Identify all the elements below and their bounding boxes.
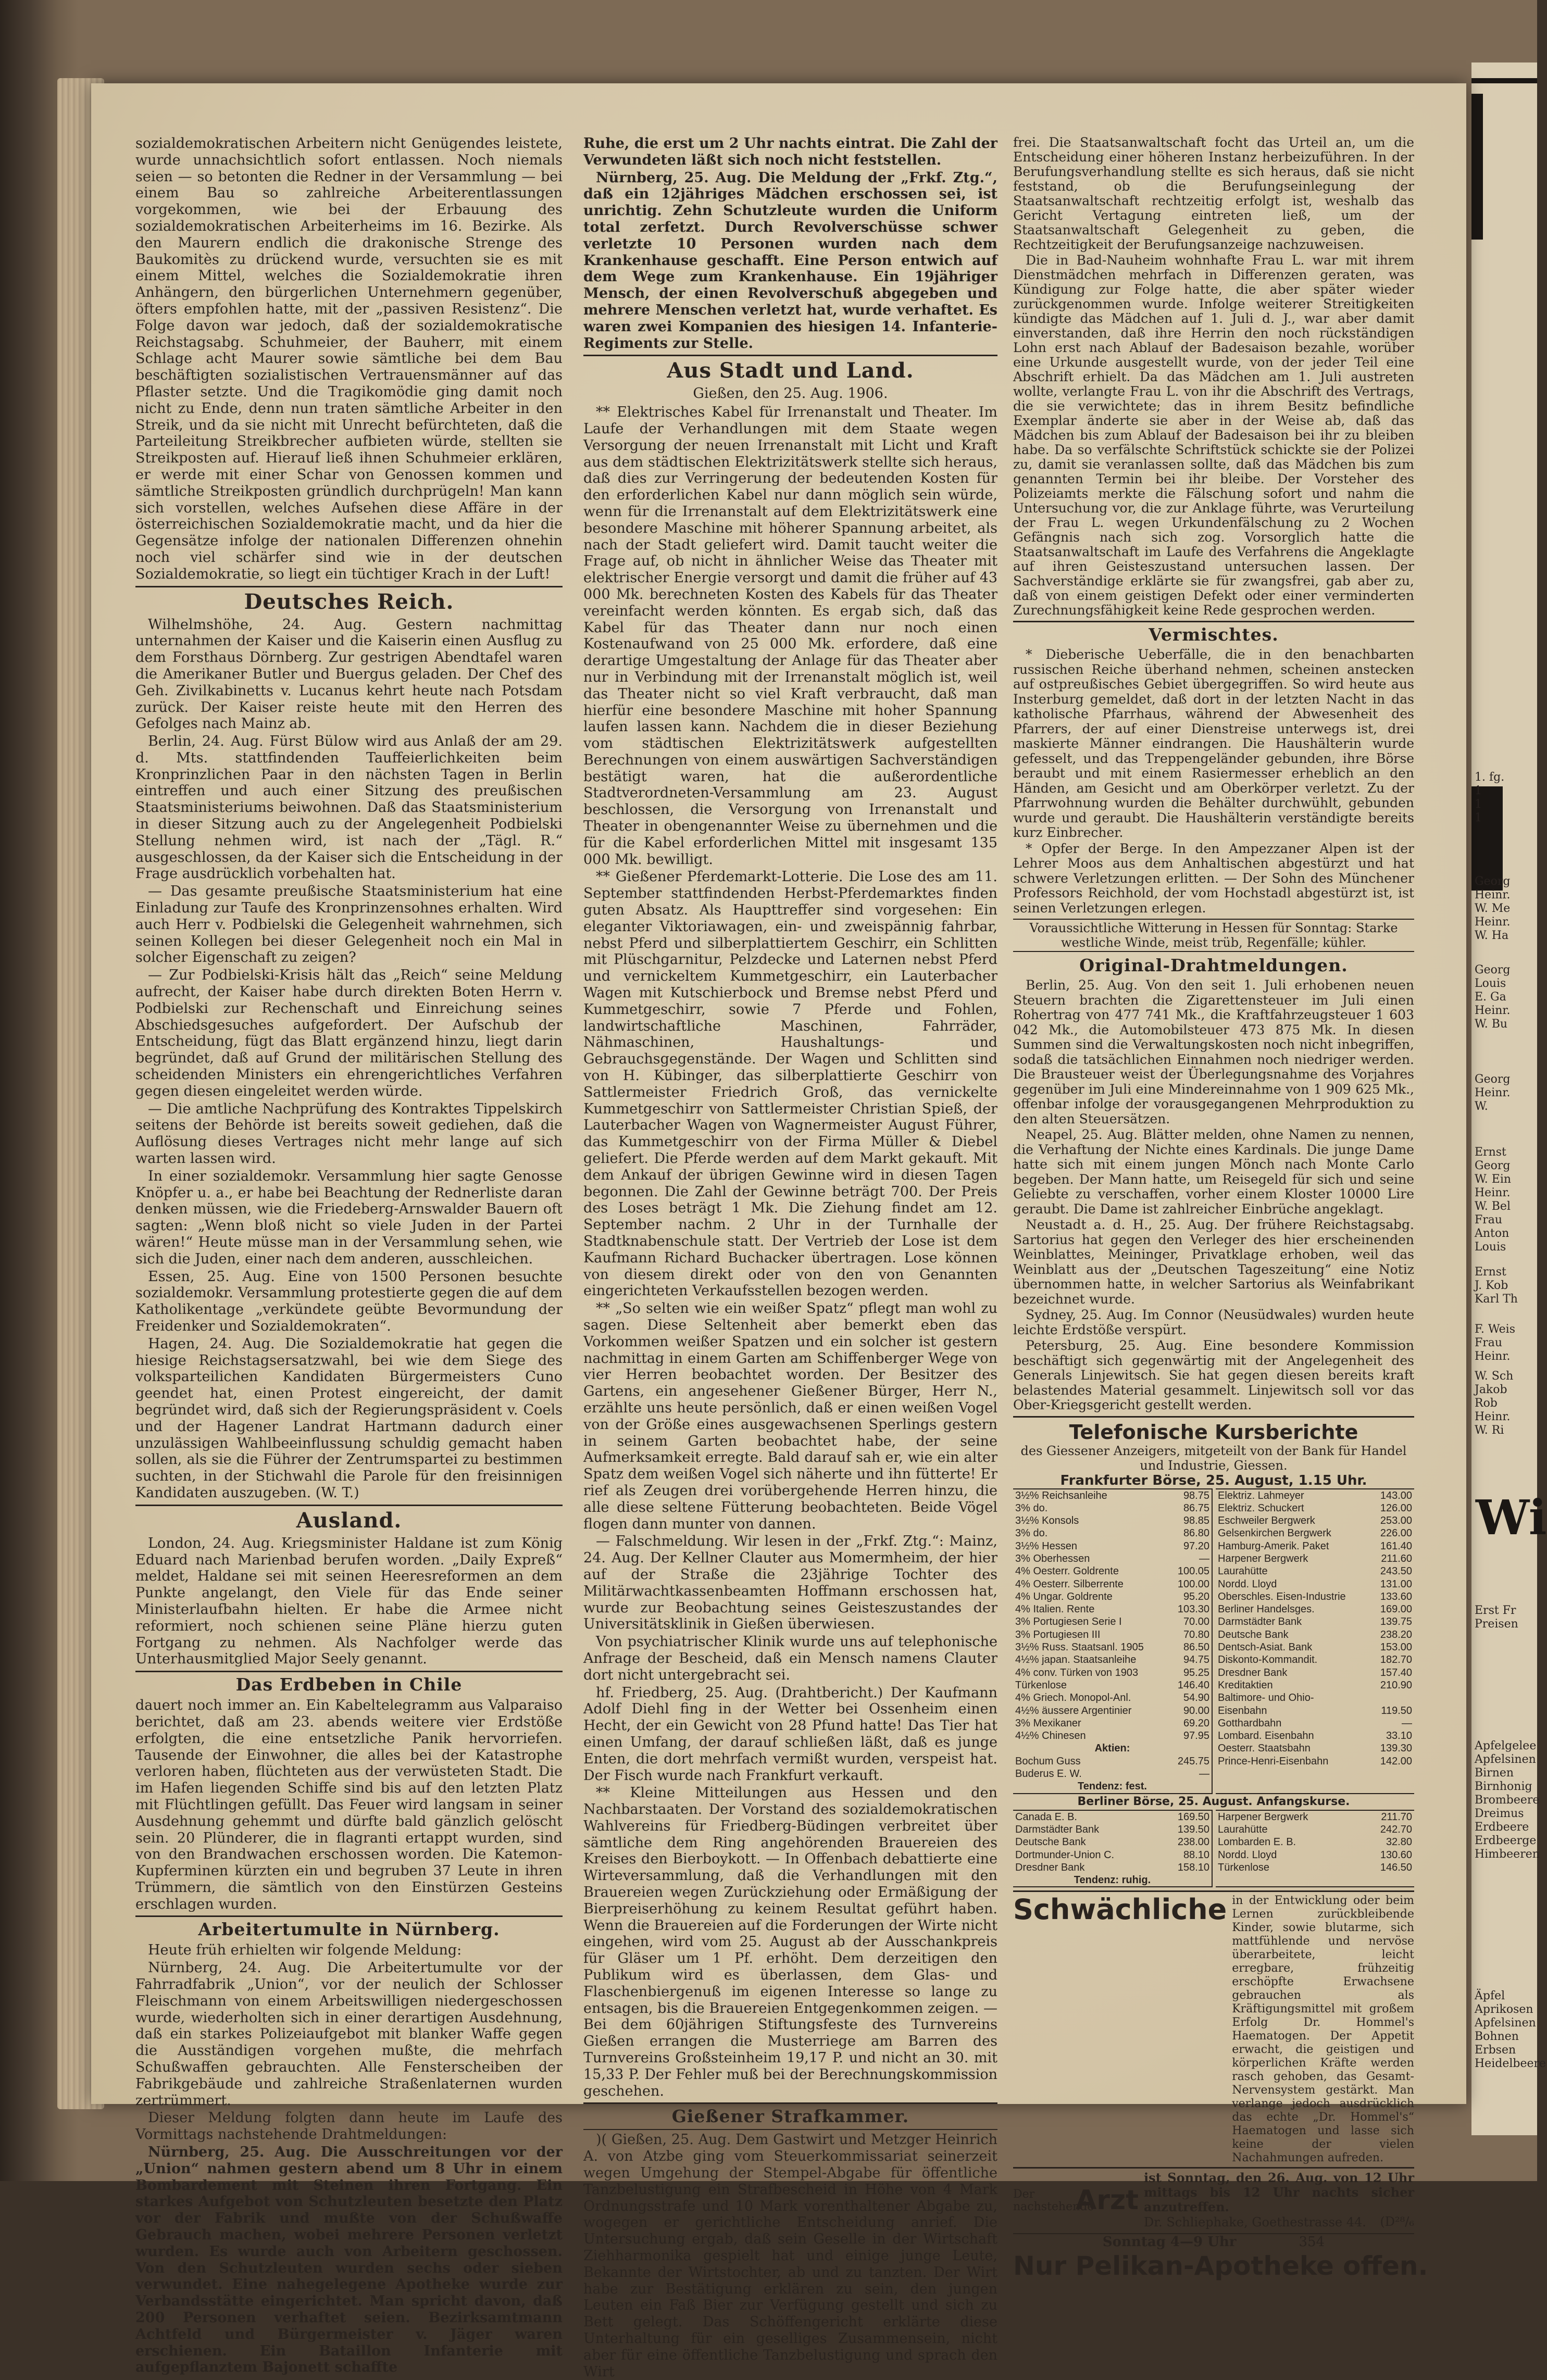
stock-row xyxy=(1013,1654,1212,1666)
stock-row xyxy=(1013,1717,1212,1730)
stock-name: Canada E. B. xyxy=(1015,1811,1077,1823)
section-rule xyxy=(583,2129,997,2130)
article-paragraph: Hagen, 24. Aug. Die Sozialdemokratie hat gegen die hiesige Reichstagsersatzwahl, bei wie dem Siege des volksparteilichen Kandidaten Bürgermeisters Cuno geendet hat, einen Protest eingereicht, der damit begründet wird, daß sich der Regierungspräsident v. Coels und der Hagener Landrat Hartmann dadurch einer unzulässigen Wahlbeeinflussung schuldig gemacht haben sollen, als sie die Führer der Zentrumspartei zu bestimmen suchten, in der Stichwahl die Parole für den freisinnigen Kandidaten auszugeben. (W. T.) xyxy=(135,1335,563,1501)
stock-name: 4% Italien. Rente xyxy=(1015,1604,1095,1615)
stock-price: 86.80 xyxy=(1183,1527,1209,1539)
stock-name: Darmstädter Bank xyxy=(1015,1823,1100,1835)
stock-row xyxy=(1013,1502,1212,1514)
article-paragraph: dauert noch immer an. Ein Kabeltelegramm aus Valparaiso berichtet, daß am 23. abends weitere vier Erdstöße erfolgten, die eine entsetzliche Panik hervorriefen. Tausende der Einwohner, die alles bei der Katastrophe verloren haben, flüchteten aus der verwüsteten Stadt. Die im Hafen liegenden Schiffe sind bis auf den letzten Platz mit Flüchtlingen gefüllt. Das Feuer wird langsam in seiner Ausdehnung gehemmt und dürfte bald gänzlich gelöscht sein. 20 Plünderer, die in flagranti ertappt wurden, sind von den Brandwachen erschossen worden. Die Katemon-Kupferminen kürzten ein und begruben 37 Leute in ihren Trümmern, die sämtlich von den Einstürzen Gesteins erschlagen wurden. xyxy=(135,1697,563,1912)
stock-price: 98.75 xyxy=(1183,1489,1209,1501)
stock-name: 3½% Russ. Staatsanl. 1905 xyxy=(1015,1642,1144,1654)
stock-price: 182.70 xyxy=(1380,1654,1412,1666)
stock-report-subtitle: des Giessener Anzeigers, mitgeteilt von der Bank für Handel und Industrie, Giessen. xyxy=(1020,1443,1407,1473)
stock-price: 70.80 xyxy=(1183,1629,1209,1640)
stock-name: Laurahütte xyxy=(1218,1823,1268,1835)
article-paragraph: Neapel, 25. Aug. Blätter melden, ohne Namen zu nennen, die Verhaftung der Nichte eines Kardinals. Die junge Dame hatte sich mit einem jungen Mönch nach Monte Carlo begeben. Der Mann hatte, um Reisegeld für sich und seine Geliebte zu verschaffen, vorher einem Kloster 10000 Lire geraubt. Die Dame ist zahlreicher Einbrüche angeklagt. xyxy=(1013,1127,1414,1217)
section-heading-stadt-und-land: Aus Stadt und Land. xyxy=(667,358,914,383)
stock-row xyxy=(1216,1755,1414,1768)
stock-name: Gotthardbahn xyxy=(1218,1717,1282,1729)
article-paragraph: Berlin, 24. Aug. Fürst Bülow wird aus Anlaß der am 29. d. Mts. stattfindenden Tauffeierlichkeiten beim Kronprinzlichen Paar in den nächsten Tagen in Berlin eintreffen und auch einer Sitzung des preußischen Staatsministeriums beiwohnen. Daß das Staatsministerium in dieser Sitzung auch zu der Angelegenheit Podbielski Stellung nehmen wird, ist nach der „Tägl. R.“ ausgeschlossen, da der Kaiser sich die Entscheidung in der Frage ausdrücklich vorbehalten hat. xyxy=(135,733,563,882)
stock-row xyxy=(1216,1717,1414,1730)
stock-row xyxy=(1013,1780,1212,1793)
stock-name: Nordd. Lloyd xyxy=(1218,1578,1277,1590)
stock-row xyxy=(1216,1654,1414,1666)
stock-row xyxy=(1216,1667,1414,1679)
article-paragraph: In einer sozialdemokr. Versammlung hier sagte Genosse Knöpfer u. a., er habe bei Beachtung der Rednerliste daran denken müssen, wie die Friedeberg-Arnswalder Bauern oft sagten: „Wenn bloß nicht so viele Juden in der Partei wären!“ Heute müsse man in der Versammlung sehen, wie sich die Juden, einer nach dem anderen, ausschleichen. xyxy=(135,1168,563,1267)
advertisement-headline: Schwächliche xyxy=(1013,1893,1227,1926)
stock-name: 4% Ungar. Goldrente xyxy=(1015,1590,1113,1602)
adjacent-page-text: F. Weis Frau Heinr. xyxy=(1475,1323,1515,1363)
stock-name: Diskonto-Kommandit. xyxy=(1218,1654,1318,1666)
article-paragraph: ** Gießener Pferdemarkt-Lotterie. Die Lose des am 11. September stattfindenden Herbst-Pferdemarktes finden guten Absatz. Als Haupttreffer sind vorgesehen: Ein eleganter Viktoriawagen, ein- und zweispännig fahrbar, nebst Pferd und silberplattiertem Geschirr, ein Schlitten mit Plüschgarnitur, Pelzdecke und Laternen nebst Pferd und vernickeltem Kummetgeschirr, ein Lauterbacher Wagen mit Kutschierbock und Bremse nebst Pferd und Kummetgeschirr, sowie 7 Pferde und Fohlen, landwirtschaftliche Maschinen, Fahrräder, Nähmaschinen, Haushaltungs- und Gebrauchsgegenstände. Der Wagen und Schlitten sind von H. Kübinger, das silberplattierte Geschirr von Sattlermeister Friedrich Groß, das vernickelte Kummetgeschirr von Sattlermeister Christian Spieß, der Lauterbacher Wagen von Wagnermeister August Führer, das Kummetgeschirr von der Firma Müller & Diebel geliefert. Die Pferde werden auf dem Markt gekauft. Mit dem Ankauf der übrigen Gewinne wird in diesen Tagen begonnen. Die Zahl der Gewinne beträgt 700. Der Preis des Loses beträgt 1 Mk. Die Ziehung findet am 12. September nachm. 2 Uhr in der Turnhalle der Stadtknabenschule statt. Der Vertrieb der Lose ist dem Kaufmann Richard Buchacker übertragen. Lose können von diesem direkt oder von den von Genannten eingerichteten Verkaufsstellen bezogen werden. xyxy=(583,869,997,1299)
stock-name: Buderus E. W. xyxy=(1015,1768,1082,1780)
advertisement-code: (D²⁸/₆ xyxy=(1380,2214,1414,2229)
stock-name: 4½% japan. Staatsanleihe xyxy=(1015,1654,1137,1666)
stock-name: Tendenz: fest. xyxy=(1078,1781,1147,1793)
stock-name: 4% Oesterr. Goldrente xyxy=(1015,1565,1119,1577)
stock-price: 86.50 xyxy=(1183,1642,1209,1654)
stock-price: 97.95 xyxy=(1183,1730,1209,1742)
stock-name: 3½% Konsols xyxy=(1015,1515,1079,1527)
stock-name: Elektriz. Schuckert xyxy=(1218,1502,1304,1514)
stock-name: 3% Portugiesen Serie I xyxy=(1015,1616,1122,1628)
article-paragraph: Heute früh erhielten wir folgende Meldung: xyxy=(148,1942,462,1959)
section-heading-vermischtes: Vermischtes. xyxy=(1149,624,1279,645)
section-rule xyxy=(583,355,997,356)
page-number: 354 xyxy=(1299,2234,1325,2250)
article-paragraph: Die in Bad-Nauheim wohnhafte Frau L. war mit ihrem Dienstmädchen mehrfach in Differenzen geraten, was Kündigung zur Folge hatte, die aber später wieder zurückgenommen wurde. Infolge weiterer Streitigkeiten kündigte das Mädchen auf 1. Juli d. J., war aber damit einverstanden, daß ihre Herrin den noch rückständigen Lohn erst nach Ablauf der Badesaison bezahle, worüber eine Urkunde ausgestellt wurde, von der jeder Teil eine Abschrift erhielt. Da das Mädchen am 1. Juli austreten wollte, verlangte Frau L. von ihr die Abschrift des Vertrags, die sie verwichtete; das in ihrem Besitz befindliche Exemplar änderte sie aber in der Weise ab, daß das Mädchen bis zum Ablauf der Badesaison bei ihr zu bleiben habe. Da so verfälschte Schriftstück schickte sie der Polizei zu, damit sie veranlassen sollte, daß das Mädchen bis zum genannten Termin bei ihr bleibe. Der Vorsteher des Polizeiamts merkte die Fälschung sofort und nahm die Untersuchung vor, die zur Anklage führte, was Verurteilung der Frau L. wegen Urkundenfälschung zu 2 Wochen Gefängnis nach sich zog. Vorsorglich hatte die Staatsanwaltschaft im Laufe des Verfahrens die Angeklagte auf ihren Geisteszustand untersuchen lassen. Der Sachverständige erklärte sie für zwangsfrei, gab aber zu, daß von einem geistigen Defekt oder einer verminderten Zurechnungsfähigkeit keine Rede gesprochen werden. xyxy=(1013,253,1414,618)
stock-name: Aktien: xyxy=(1094,1743,1130,1755)
stock-row xyxy=(1216,1836,1414,1848)
article-paragraph: Neustadt a. d. H., 25. Aug. Der frühere Reichstagsabg. Sartorius hat gegen den Verleger des hier erscheinenden Weinblattes, Meininger, Privatklage erhoben, weil das Weinblatt aus der „Deutschen Tageszeitung“ eine Notiz übernommen hatte, in welcher Sartorius als Weinfabrikant bezeichnet wurde. xyxy=(1013,1217,1414,1307)
article-paragraph: — Die amtliche Nachprüfung des Kontraktes Tippelskirch seitens der Behörde ist bereits soweit gediehen, daß die Auflösung dieses Vertrages nicht mehr lange auf sich warten lassen wird. xyxy=(135,1100,563,1167)
adjacent-page-text: Apfelgelee Apfelsinen Birnen Birnhonig Brombeere Dreimus Erdbeere Erdbeerge Himbeeren xyxy=(1475,1739,1540,1861)
stock-row xyxy=(1216,1629,1414,1641)
stock-row xyxy=(1216,1730,1414,1742)
section-heading-strafkammer: Gießener Strafkammer. xyxy=(671,2106,909,2127)
adjacent-page-text: Ernst Georg W. Ein Heinr. W. Bel Frau Anton Louis xyxy=(1475,1146,1512,1254)
article-paragraph: Berlin, 25. Aug. Von den seit 1. Juli erhobenen neuen Steuern brachten die Zigarettensteuer im Juli einen Rohertrag von 477 741 Mk., die Kraftfahrzeugsteuer 1 603 042 Mk., die Automobilsteuer 473 875 Mk. In diesen Summen sind die Verwaltungskosten noch nicht inbegriffen, sodaß die tatsächlichen Einnahmen noch niedriger werden. Die Brausteuer weist der Überlegungsnahme des Vorjahres gegenüber im Juli eine Mindereinnahme von 1 909 625 Mk., offenbar infolge der vorausgegangenen Mehrproduktion zu den alten Steuersätzen. xyxy=(1013,978,1414,1126)
stock-name: Harpener Bergwerk xyxy=(1218,1811,1308,1823)
stock-name: 4½% äussere Argentinier xyxy=(1015,1705,1132,1717)
stock-name: Oberschles. Eisen-Industrie xyxy=(1218,1590,1346,1602)
article-paragraph: * Dieberische Ueberfälle, die in den benachbarten russischen Reiche überhand nehmen, scheinen anstecken auf ostpreußisches Gebiet übergegriffen. So wird heute aus Insterburg gemeldet, daß dort in der letzten Nacht in das katholische Pfarrhaus, während der Abwesenheit des Pfarrers, der auf einer Dienstreise unterwegs ist, drei maskierte Männer eindrangen. Die Haushälterin wurde gefesselt, und das Treppengeländer gebunden, ihre Börse beraubt und mit einem Rasiermesser erheblich an den Händen, am Gesicht und am Oberkörper verletzt. Zu der Pfarrwohnung wurden die Behälter durchwühlt, gebunden wurde und geraubt. Die Haushälterin verständigte bereits kurz Einbrecher. xyxy=(1013,647,1414,840)
stock-price: 70.00 xyxy=(1183,1616,1209,1628)
weather-forecast: Voraussichtliche Witterung in Hessen für Sonntag: Starke westliche Winde, meist trüb, Regenfälle; kühler. xyxy=(1013,919,1414,952)
dateline: Gießen, den 25. Aug. 1906. xyxy=(693,385,888,402)
stock-name: Türkenlose xyxy=(1015,1679,1067,1691)
article-paragraph: London, 24. Aug. Kriegsminister Haldane ist zum König Eduard nach Marienbad berufen worden. „Daily Expreß“ meldet, Haldane sei mit seinen Heeresreformen an dem Punkte angelangt, den Viele für das Ende seiner Ministerlaufbahn hielten. Er habe die Armee nicht reformiert, noch schienen seine Pläne hierzu guten Fortgang zu nehmen. Als Nachfolger werde das Unterhausmitglied Major Seely genannt. xyxy=(135,1535,563,1668)
stock-name: Darmstädter Bank xyxy=(1218,1616,1302,1628)
stock-row xyxy=(1216,1692,1414,1704)
stock-name: Oesterr. Staatsbahn xyxy=(1218,1743,1311,1755)
stock-row xyxy=(1216,1565,1414,1577)
stock-price: 103.30 xyxy=(1177,1604,1209,1615)
section-rule xyxy=(583,2102,997,2104)
stock-name: Baltimore- und Ohio- xyxy=(1218,1692,1314,1704)
article-paragraph: — Falschmeldung. Wir lesen in der „Frkf. Ztg.“: Mainz, 24. Aug. Der Kellner Clauter aus Momermheim, der hier auf der Straße die 23jährige Tochter des Militärwachtkassenbeamten Hoffmann erschossen hat, wurde zur Beobachtung seines Geisteszustandes der Universitätsklinik in Gießen überwiesen. xyxy=(583,1533,997,1633)
stock-name: 3% Mexikaner xyxy=(1015,1717,1081,1729)
stock-price: 211.60 xyxy=(1381,1552,1412,1564)
stock-name: Lombarden E. B. xyxy=(1218,1836,1296,1848)
stock-price: 69.20 xyxy=(1183,1717,1209,1729)
stock-row xyxy=(1216,1514,1414,1527)
adjacent-page-text: Ernst J. Kob Karl Th xyxy=(1475,1266,1518,1306)
stock-name: Türkenlose xyxy=(1218,1861,1269,1873)
stock-name: Harpener Bergwerk xyxy=(1218,1552,1308,1564)
stock-name: Deutsche Bank xyxy=(1015,1836,1086,1848)
column-3 xyxy=(1013,135,1428,2281)
article-paragraph: — Zur Podbielski-Krisis hält das „Reich“ seine Meldung aufrecht, der Kaiser habe durch direkten Boten Herrn v. Podbielski zur Rechenschaft und Einreichung seines Abschiedsgesuches aufgefordert. Der Aufschub der Entscheidung, fügt das Blatt ergänzend hinzu, liegt darin begründet, daß auf Grund der militärischen Stellung des scheidenden Ministers ein ehrengerichtliches Verfahren gegen diesen eingeleitet werden würde. xyxy=(135,967,563,1099)
stock-price: 211.70 xyxy=(1381,1811,1412,1823)
stock-row xyxy=(1013,1730,1212,1742)
stock-row xyxy=(1216,1590,1414,1603)
stock-row xyxy=(1216,1552,1414,1565)
section-rule xyxy=(135,1671,563,1672)
advertisement-text: ist Sonntag, den 26. Aug. von 12 Uhr mittags bis 12 Uhr nachts sicher anzutreffen. xyxy=(1144,2170,1414,2215)
stock-price: 146.40 xyxy=(1177,1679,1209,1691)
adjacent-page-headline: Wi xyxy=(1476,1489,1547,1546)
section-heading-drahtmeldungen: Original-Drahtmeldungen. xyxy=(1079,955,1348,975)
stock-name: Gelsenkirchen Bergwerk xyxy=(1218,1527,1331,1539)
adjacent-page-text: Georg Louis E. Ga Heinr. W. Bu xyxy=(1475,963,1511,1031)
stock-price: 146.50 xyxy=(1380,1861,1412,1873)
stock-name: Tendenz: ruhig. xyxy=(1074,1874,1151,1886)
advertisement-headline: Nur Pelikan-Apotheke offen. xyxy=(1013,2251,1428,2281)
stock-price: 238.00 xyxy=(1177,1836,1209,1848)
article-paragraph: sozialdemokratischen Arbeitern nicht Genügendes leistete, wurde unnachsichtlich sofort entlassen. Noch niemals seien — so betonten die Redner in der Versammlung — bei einem Bau so zahlreiche Arbeiterentlassungen vorgekommen, wie bei der Erbauung des sozialdemokratischen Arbeiterheims im 16. Bezirke. Als den Maurern endlich die drakonische Strenge des Baukomitès zu drückend wurde, versuchten sie es mit einem Mittel, welches die Sozialdemokratie ihren Anhängern, den bürgerlichen Unternehmern gegenüber, öfters empfohlen hatte, mit der „passiven Resistenz“. Die Folge davon war jedoch, daß der sozialdemokratische Reichstagsabg. Schuhmeier, der Bauherr, mit einem Schlage acht Maurer sowie sämtliche bei dem Bau beschäftigten sozialistischen Vertrauensmänner auf das Pflaster setzte. Und die Tragikomödie ging damit noch nicht zu Ende, denn nun traten sämtliche Arbeiter in den Streik, und da sie nicht mit Unrecht befürchteten, daß die Parteileitung Streikbrecher aufbieten würde, stellten sie Streikposten auf. Hierauf ließ ihnen Schuhmeier erklären, er werde mit einer Schar von Genossen kommen und sämtliche Streikposten gründlich durchprügeln! Man kann sich vorstellen, welches Aufsehen diese Affäre in der österreichischen Sozialdemokratie macht, und da hier die Gegensätze infolge der nationalen Differenzen ohnehin noch viel schärfer sind wie in der deutschen Sozialdemokratie, so liegt ein tüchtiger Krach in der Luft! xyxy=(135,135,563,582)
stock-exchange-heading: Frankfurter Börse, 25. August, 1.15 Uhr. xyxy=(1060,1472,1367,1488)
stock-row xyxy=(1216,1641,1414,1654)
stock-row xyxy=(1013,1811,1212,1823)
stock-name: 3% Oberhessen xyxy=(1015,1552,1090,1564)
article-paragraph: frei. Die Staatsanwaltschaft focht das Urteil an, um die Entscheidung einer höheren Instanz herbeizuführen. In der Berufungsverhandlung stellte es sich heraus, daß sie nicht feststand, ob die Berufungseinlegung der Staatsanwaltschaft rechtzeitig erfolgt ist, weshalb das Gericht Vertagung eintreten ließ, um der Staatsanwaltschaft Gelegenheit zu geben, die Rechtzeitigkeit der Berufungsanzeige nachzuweisen. xyxy=(1013,135,1414,252)
stock-price: 243.50 xyxy=(1380,1565,1412,1577)
stock-name: Hamburg-Amerik. Paket xyxy=(1218,1540,1329,1552)
section-rule xyxy=(135,1915,563,1917)
stock-table-right xyxy=(1216,1488,1414,1794)
article-paragraph: Wilhelmshöhe, 24. Aug. Gestern nachmittag unternahmen der Kaiser und die Kaiserin einen Ausflug zu dem Forsthaus Dörnberg. Zur gestrigen Abendtafel waren die Amerikaner Butler und Buergus geladen. Der Chef des Geh. Zivilkabinetts v. Lucanus kehrt heute nach Potsdam zurück. Der Kaiser reiste heute mit den Herren des Gefolges nach Mainz ab. xyxy=(135,616,563,732)
stock-table-left xyxy=(1013,1488,1213,1794)
stock-row xyxy=(1013,1667,1212,1679)
stock-row xyxy=(1013,1514,1212,1527)
stock-name: Elektriz. Lahmeyer xyxy=(1218,1489,1304,1501)
adjacent-page-text: Erst Fr Preisen xyxy=(1475,1604,1518,1631)
stock-row xyxy=(1013,1552,1212,1565)
stock-price: 126.00 xyxy=(1380,1502,1412,1514)
stock-row xyxy=(1013,1861,1212,1874)
stock-row xyxy=(1013,1874,1212,1886)
advertisement-haematogen xyxy=(1013,1890,1414,2169)
stock-name: Dentsch-Asiat. Bank xyxy=(1218,1642,1313,1654)
stock-price: — xyxy=(1199,1552,1209,1564)
advertisement-pharmacy xyxy=(1013,2234,1428,2281)
stock-row xyxy=(1013,1836,1212,1848)
section-rule xyxy=(1013,621,1414,622)
stock-price: 242.70 xyxy=(1380,1823,1412,1835)
stock-name: Eisenbahn xyxy=(1218,1705,1267,1717)
stock-price: 90.00 xyxy=(1183,1705,1209,1717)
adjacent-page-text: Georg Heinr. W. xyxy=(1475,1073,1511,1113)
stock-row xyxy=(1216,1603,1414,1615)
stock-row xyxy=(1013,1489,1212,1502)
article-paragraph: Sydney, 25. Aug. Im Connor (Neusüdwales) wurden heute leichte Erdstöße verspürt. xyxy=(1013,1307,1414,1337)
stock-name: Deutsche Bank xyxy=(1218,1629,1289,1640)
article-paragraph: Nürnberg, 25. Aug. Die Meldung der „Frkf. Ztg.“, daß ein 12jähriges Mädchen erschossen sei, ist unrichtig. Zehn Schutzleute wurden die Uniform total zerfetzt. Durch Revolverschüsse schwer verletzte 10 Personen wurden nach dem Krankenhause geschafft. Eine Person entwich auf dem Wege zum Krankenhause. Ein 19jähriger Mensch, der einen Revolverschuß abgegeben und mehrere Menschen verletzt hat, wurde verhaftet. Es waren zwei Kompanien des hiesigen 14. Infanterie-Regiments zur Stelle. xyxy=(583,169,997,352)
stock-name: Prince-Henri-Eisenbahn xyxy=(1218,1755,1329,1767)
stock-row xyxy=(1216,1705,1414,1717)
adjacent-page-text: 1. fg. 1 1 1 xyxy=(1475,771,1505,824)
article-paragraph: ** „So selten wie ein weißer Spatz“ pflegt man wohl zu sagen. Diese Seltenheit aber bemerkt eben das Vorkommen weißer Spatzen und ein solcher ist gestern nachmittag in einem Garten am Schiffenberger Wege von vier Herren beobachtet worden. Der Besitzer des Gartens, ein angesehener Gießener Bürger, Herr N., erzählte uns heute persönlich, daß er einen weißen Vogel von der Größe eines ausgewachsenen Sperlings gestern in seinem Garten beobachtet habe, der seine Aufmerksamkeit erregte. Bald darauf sah er, wie ein alter Spatz dem weißen Vogel sich näherte und ihn fütterte! Er rief als Zeugen drei vorübergehende Herren hinzu, die alle diese seltene Fütterung beobachteten. Beide Vögel flogen dann munter von dannen. xyxy=(583,1300,997,1532)
stock-price: 169.00 xyxy=(1380,1604,1412,1615)
stock-row xyxy=(1216,1679,1414,1692)
article-paragraph: Nürnberg, 25. Aug. Die Ausschreitungen vor der „Union“ nahmen gestern abend um 8 Uhr in einem Bombardement mit Steinen ihren Fortgang. Ein starkes Aufgebot von Schutzleuten besetzte den Platz vor der Fabrik und mußte von der Schußwaffe Gebrauch machen, wobei mehrere Personen verletzt wurden. Es wurde auch von Arbeitern geschossen. Von den Schutzleuten wurden sechs oder sieben verwundet. Eine nahegelegene Apotheke wurde zur Verbandsstätte eingerichtet. Man spricht davon, daß 200 Personen verhaftet seien. Bezirksamtmann Achtfeld und Bürgermeister v. Jäger waren erschienen. Ein Bataillon Infanterie mit aufgepflanztem Bajonett schaffte xyxy=(135,2144,563,2376)
stock-report xyxy=(1013,1421,1414,1888)
stock-table-berlin xyxy=(1013,1810,1414,1888)
stock-name: Berliner Handelsges. xyxy=(1218,1604,1315,1615)
stock-name: 4% conv. Türken von 1903 xyxy=(1015,1667,1139,1678)
stock-name: Laurahütte xyxy=(1218,1565,1268,1577)
stock-row xyxy=(1013,1692,1212,1704)
stock-price: 210.90 xyxy=(1380,1679,1412,1691)
stock-row xyxy=(1013,1705,1212,1717)
article-paragraph: Ruhe, die erst um 2 Uhr nachts eintrat. Die Zahl der Verwundeten läßt sich noch nicht feststellen. xyxy=(583,135,997,168)
stock-row xyxy=(1013,1742,1212,1755)
stock-row xyxy=(1216,1578,1414,1590)
stock-name: 3½% Hessen xyxy=(1015,1540,1077,1552)
stock-price: 100.00 xyxy=(1177,1578,1209,1590)
stock-price: 32.80 xyxy=(1386,1836,1412,1848)
stock-row xyxy=(1216,1527,1414,1539)
stock-row xyxy=(1013,1679,1212,1692)
stock-name: 3% do. xyxy=(1015,1502,1048,1514)
stock-row xyxy=(1216,1742,1414,1755)
section-rule xyxy=(135,1505,563,1506)
stock-price: 157.40 xyxy=(1380,1667,1412,1678)
stock-price: 158.10 xyxy=(1177,1861,1209,1873)
stock-price: — xyxy=(1199,1768,1209,1780)
stock-name: Lombard. Eisenbahn xyxy=(1218,1730,1314,1742)
stock-price: 130.60 xyxy=(1380,1849,1412,1861)
section-heading-ausland: Ausland. xyxy=(296,1508,402,1533)
stock-name: Dresdner Bank xyxy=(1218,1667,1288,1678)
stock-price: 139.30 xyxy=(1380,1743,1412,1755)
stock-row xyxy=(1013,1629,1212,1641)
stock-name: 3% Portugiesen III xyxy=(1015,1629,1101,1640)
stock-name: 3½% Reichsanleihe xyxy=(1015,1489,1107,1501)
stock-price: 54.90 xyxy=(1183,1692,1209,1704)
stock-price: 119.50 xyxy=(1381,1705,1412,1717)
stock-name: 3% do. xyxy=(1015,1527,1048,1539)
stock-price: 253.00 xyxy=(1380,1515,1412,1527)
column-2 xyxy=(583,135,997,2380)
stock-price: 169.50 xyxy=(1177,1811,1209,1823)
adjacent-page-rule xyxy=(1471,94,1483,240)
advertisement-doctor-name: Dr. Schliephake, Goethestrasse 44. xyxy=(1144,2215,1366,2230)
stock-row xyxy=(1013,1603,1212,1615)
article-paragraph: ** Elektrisches Kabel für Irrenanstalt und Theater. Im Laufe der Verhandlungen mit dem Staate wegen Versorgung der neuen Irrenanstalt mit Licht und Kraft aus dem städtischen Elektrizitätswerk stellte sich heraus, daß dies zur Verringerung der bedeutenden Kosten für den erforderlichen Kabel nur dann möglich sein würde, wenn für die Irrenanstalt auf dem Elektrizitätswerk eine besondere Maschine mit höherer Spannung arbeitet, als nach der Stadt geliefert wird. Damit taucht weiter die Frage auf, ob nicht in ähnlicher Weise das Theater mit elektrischer Energie versorgt und damit die früher auf 43 000 Mk. berechneten Kosten des Kabels für das Theater vereinfacht werden könnten. Es ergab sich, daß das Kabel für das Theater dann nur noch einen Kostenaufwand von 25 000 Mk. erfordere, daß eine derartige Umgestaltung der Anlage für das Theater aber nur in Verbindung mit der Irrenanstalt möglich ist, weil das Theater nicht so viel Kraft verbraucht, daß man hierfür eine besondere Maschine mit hoher Spannung laufen lassen kann. Nachdem die in dieser Beziehung vom städtischen Elektrizitätswerk aufgestellten Berechnungen von einem auswärtigen Sachverständigen bestätigt waren, hat die außerordentliche Stadtverordneten-Versammlung am 23. August beschlossen, die Versorgung von Irrenanstalt und Theater in obengenannter Weise zu übernehmen und die für die Kabel erforderlichen Mittel mit insgesamt 135 000 Mk. bewilligt. xyxy=(583,404,997,868)
stock-price: 86.75 xyxy=(1183,1502,1209,1514)
stock-price: 88.10 xyxy=(1183,1849,1209,1861)
stock-name: Dortmunder-Union C. xyxy=(1015,1849,1115,1861)
stock-name: Bochum Guss xyxy=(1015,1755,1081,1767)
stock-price: 245.75 xyxy=(1177,1755,1209,1767)
adjacent-page-text: Äpfel Aprikosen Apfelsinen Bohnen Erbsen Heidelbeere xyxy=(1475,1989,1546,2070)
stock-price: 161.40 xyxy=(1380,1540,1412,1552)
stock-row xyxy=(1013,1590,1212,1603)
article-paragraph: ** Kleine Mitteilungen aus Hessen und den Nachbarstaaten. Der Vorstand des sozialdemokratischen Wahlvereins für Friedberg-Büdingen verbreitet über sämtliche dem Ring angehörenden Brauereien des Kreises den Bierboykott. — In Offenbach debattierte eine Wirteversammlung, daß die Verhandlungen mit den Brauereien wegen Zurückziehung oder Ermäßigung der Bierpreiserhöhung zu keinem Resultat geführt haben. Wenn die Brauereien auf die Forderungen der Wirte nicht eingehen, wird vom 25. August ab der Ausschankpreis für Gläser um 1 Pf. erhöht. Dem derzeitigen den Publikum wird es überlassen, dem Glas- und Flaschenbiergenuß im eigenen Interesse so lange zu entsagen, bis die Brauereien Entgegenkommen zeigen. — Bei dem 60jährigen Stiftungsfeste des Turnvereins Gießen errangen die Musterriege am Barren des Turnvereins Großsteinheim 19,17 P. und nicht an 30. mit 15,33 P. Der Fehler muß bei der Berechnungskommission geschehen. xyxy=(583,1785,997,2099)
stock-price: 95.25 xyxy=(1183,1667,1209,1678)
stock-row xyxy=(1216,1540,1414,1552)
stock-price: 238.20 xyxy=(1380,1629,1412,1640)
stock-table-frankfurt xyxy=(1013,1488,1414,1794)
column-1 xyxy=(135,135,563,2376)
stock-row xyxy=(1013,1823,1212,1836)
advertisement-headline: Arzt xyxy=(1076,2185,1139,2216)
advertisement-time: Sonntag 4—9 Uhr xyxy=(1102,2234,1237,2250)
stock-price: 33.10 xyxy=(1386,1730,1412,1742)
article-paragraph: * Opfer der Berge. In den Ampezzaner Alpen ist der Lehrer Moos aus dem Anhaltischen abgestürzt und hat schwere Verletzungen erlitten. — Der Sohn des Münchener Professors Reichhold, der vom Hochstadl abgestürzt ist, ist seinen Verletzungen erlegen. xyxy=(1013,841,1414,916)
article-paragraph: Von psychiatrischer Klinik wurde uns auf telephonische Anfrage der Bescheid, daß ein Mensch namens Clauter dort nicht untergebracht sei. xyxy=(583,1634,997,1683)
stock-price: 97.20 xyxy=(1183,1540,1209,1552)
advertisement-label: Der nachstehende xyxy=(1013,2188,1094,2214)
stock-row xyxy=(1013,1768,1212,1780)
stock-row xyxy=(1013,1565,1212,1577)
stock-row xyxy=(1013,1615,1212,1628)
stock-name: Dresdner Bank xyxy=(1015,1861,1085,1873)
stock-name: 4% Griech. Monopol-Anl. xyxy=(1015,1692,1131,1704)
stock-price: 133.60 xyxy=(1380,1590,1412,1602)
stock-price: 100.05 xyxy=(1177,1565,1209,1577)
article-paragraph: Nürnberg, 24. Aug. Die Arbeitertumulte vor der Fahrradfabrik „Union“, vor der neulich der Schlosser Fleischmann von einem Arbeitswilligen niedergeschossen wurde, wiederholten sich in einer derartigen Ausdehnung, daß ein starkes Polizeiaufgebot mit blanker Waffe gegen die Ausständigen vorgehen mußte, die mehrfach Schußwaffen gebrauchten. Alle Fensterscheiben der Fabrikgebäude und zahlreiche Straßenlaternen wurden zertrümmert. xyxy=(135,1960,563,2109)
article-heading-chile: Das Erdbeben in Chile xyxy=(235,1674,463,1695)
stock-price: 226.00 xyxy=(1380,1527,1412,1539)
stock-name: Kreditaktien xyxy=(1218,1679,1273,1691)
stock-row xyxy=(1216,1489,1414,1502)
stock-price: 94.75 xyxy=(1183,1654,1209,1666)
article-paragraph: hf. Friedberg, 25. Aug. (Drahtbericht.) Der Kaufmann Adolf Diehl fing in der Wetter bei Ossenheim einen Hecht, der ein Gewicht von 28 Pfund hatte! Das Tier hat einen Umfang, der darauf schließen läßt, daß es junge Enten, die dort mehrfach vermißt wurden, verspeist hat. Der Fisch wurde nach Frankfurt verkauft. xyxy=(583,1684,997,1784)
stock-price: 143.00 xyxy=(1380,1489,1412,1501)
article-paragraph: Essen, 25. Aug. Eine von 1500 Personen besuchte sozialdemokr. Versammlung protestierte gegen die auf dem Katholikentage „verkündete geübte Bevormundung der Freidenker und Sozialdemokraten“. xyxy=(135,1268,563,1334)
adjacent-page-rule xyxy=(1471,78,1537,83)
article-paragraph: Petersburg, 25. Aug. Eine besondere Kommission beschäftigt sich gegenwärtig mit der Angelegenheit des Generals Linjewitsch. Sie hat gegen diesen bereits kraft belastendes Material gesammelt. Linjewitsch soll vor das Ober-Kriegsgericht gestellt werden. xyxy=(1013,1338,1414,1412)
stock-row xyxy=(1216,1849,1414,1861)
stock-row xyxy=(1013,1540,1212,1552)
stock-row xyxy=(1013,1527,1212,1539)
stock-row xyxy=(1216,1823,1414,1836)
stock-name: 4½% Chinesen xyxy=(1015,1730,1086,1742)
stock-price: 98.85 xyxy=(1183,1515,1209,1527)
section-rule xyxy=(1013,1416,1414,1418)
stock-price: 131.00 xyxy=(1380,1578,1412,1590)
stock-price: 95.20 xyxy=(1183,1590,1209,1602)
stock-price: — xyxy=(1402,1717,1412,1729)
section-rule xyxy=(135,586,563,587)
stock-price: 142.00 xyxy=(1380,1755,1412,1767)
stock-table-right xyxy=(1216,1810,1414,1888)
advertisement-doctor xyxy=(1013,2169,1414,2234)
stock-row xyxy=(1013,1641,1212,1654)
stock-price: 139.75 xyxy=(1380,1616,1412,1628)
stock-report-title: Telefonische Kursberichte xyxy=(1069,1420,1358,1444)
stock-price: 139.50 xyxy=(1177,1823,1209,1835)
stock-row xyxy=(1216,1861,1414,1874)
adjacent-page-text: Georg Heinr. W. Me Heinr. W. Ha xyxy=(1475,875,1511,942)
stock-name: Eschweiler Bergwerk xyxy=(1218,1515,1315,1527)
stock-row xyxy=(1216,1615,1414,1628)
advertisement-text: in der Entwicklung oder beim Lernen zurückbleibende Kinder, sowie blutarme, sich mattfühlende und nervöse überarbeitete, leicht erregbare, frühzeitig erschöpfte Erwachsene gebrauchen als Kräftigungsmittel mit großem Erfolg Dr. Hommel's Haematogen. Der Appetit erwacht, die geistigen und körperlichen Kräfte werden rasch gehoben, das Gesamt-Nervensystem gestärkt. Man verlange jedoch ausdrücklich das echte „Dr. Hommel's“ Haematogen und lasse sich keine der vielen Nachahmungen aufreden. xyxy=(1232,1894,1414,2165)
section-heading-deutsches-reich: Deutsches Reich. xyxy=(244,589,454,614)
adjacent-page xyxy=(1471,62,1547,2135)
stock-row xyxy=(1013,1849,1212,1861)
article-paragraph: )( Gießen, 25. Aug. Dem Gastwirt und Metzger Heinrich A. von Atzbe ging vom Steuerkommissariat seinerzeit wegen Umgehung der Stempel-Abgabe für öffentliche Tanzbelustigung ein Strafbescheid in Höhe von 4 Mark Ordnungsstrafe und 10 Mark vorenthaltener Abgabe zu, wogegen er gerichtliche Entscheidung anrief. Die Untersuchung ergab, daß sein Geselle in der Wirtschaft Ziehharmonika gespielt hat und einige junge Leute, Bekannte der Wirtstochter, ab und zu tanzten. Der Wirt habe zur Bestätigung erklären zu sein, den jungen Leuten ein Faß Bier zur Verfügung gestellt und sich zu Bett gelegt. Das Schöffengericht erklärte diese Unterhaltung für ein geselliges Zusammensein, nicht aber für eine öffentliche Tanzbelustigung und sprach den Wirt xyxy=(583,2132,997,2380)
stock-exchange-heading: Berliner Börse, 25. August. Anfangskurse. xyxy=(1077,1795,1350,1808)
article-heading-nuernberg: Arbeitertumulte in Nürnberg. xyxy=(198,1919,500,1940)
article-paragraph: — Das gesamte preußische Staatsministerium hat eine Einladung zur Taufe des Kronprinzensohnes erhalten. Wird auch Herr v. Podbielski die Gelegenheit wahrnehmen, sich seinen Kollegen bei dieser Gelegenheit noch ein Mal in solcher Eigenschaft zu zeigen? xyxy=(135,883,563,966)
stock-row xyxy=(1216,1811,1414,1823)
stock-name: Nordd. Lloyd xyxy=(1218,1849,1277,1861)
stock-table-left xyxy=(1013,1810,1213,1888)
stock-row xyxy=(1013,1755,1212,1768)
article-paragraph: Dieser Meldung folgten dann heute im Laufe des Vormittags nachstehende Drahtmeldungen: xyxy=(135,2110,563,2143)
stock-name: 4% Oesterr. Silberrente xyxy=(1015,1578,1124,1590)
stock-price: 153.00 xyxy=(1380,1642,1412,1654)
adjacent-page-text: W. Sch Jakob Rob Heinr. W. Ri xyxy=(1475,1370,1514,1437)
stock-row xyxy=(1013,1578,1212,1590)
stock-row xyxy=(1216,1502,1414,1514)
